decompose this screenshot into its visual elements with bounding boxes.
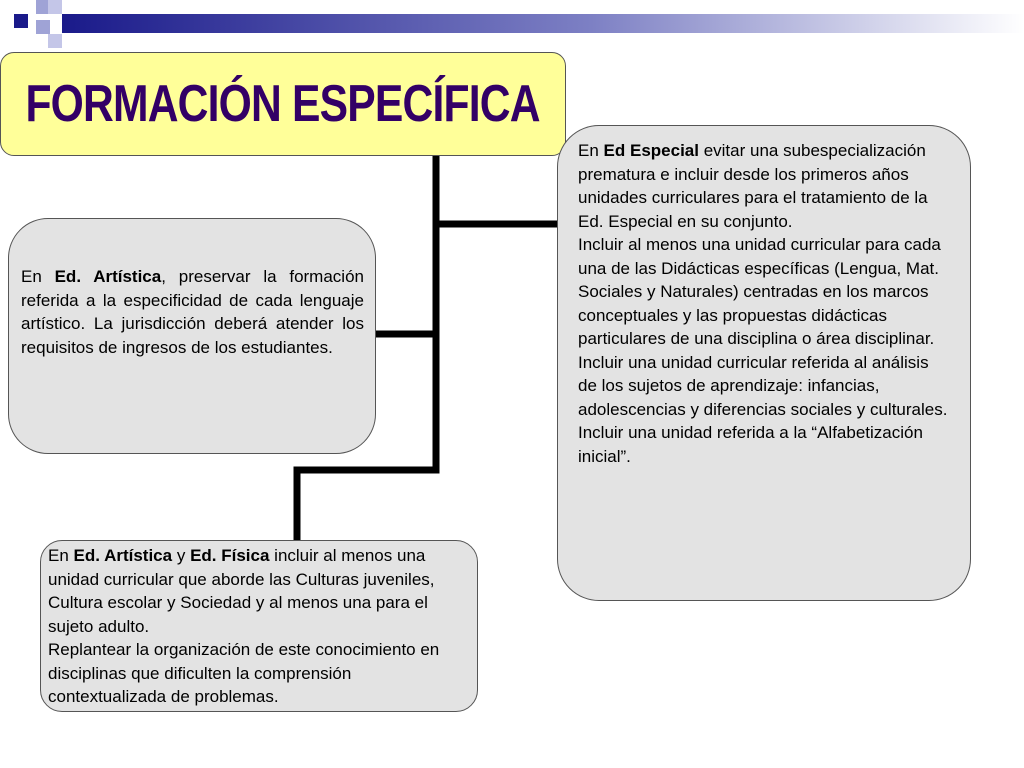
box-ed-artistica-fisica — [40, 540, 478, 712]
diagram-title: FORMACIÓN ESPECÍFICA — [25, 75, 541, 133]
right-box-paragraph-4: Incluir una unidad referida a la “Alfabetización inicial”. — [578, 423, 923, 466]
right-box-paragraph-1: En Ed Especial evitar una subespecialización prematura e incluir desde los primeros años unidades curriculares para el tratamiento de la Ed. Especial en su conjunto. — [578, 141, 928, 231]
right-box-paragraph-2: Incluir al menos una unidad curricular para cada una de las Didácticas específicas (Lengua, Mat. Sociales y Naturales) centradas en los marcos conceptuales y las propuestas didácticas particulares de una disciplina o área disciplinar. — [578, 235, 941, 348]
box-ed-especial — [557, 125, 971, 601]
bottom-box-paragraph-1: En Ed. Artística y Ed. Física incluir al menos una unidad curricular que aborde las Culturas juveniles, Cultura escolar y Sociedad y al menos una para el sujeto adulto. — [48, 546, 435, 636]
left-box-text: En Ed. Artística, preservar la formación referida a la especificidad de cada lenguaje artístico. La jurisdicción deberá atender los requisitos de ingresos de los estudiantes. — [21, 267, 364, 357]
box-ed-artistica — [8, 218, 376, 454]
bottom-box-paragraph-2: Replantear la organización de este conocimiento en disciplinas que dificulten la comprensión contextualizada de problemas. — [48, 640, 440, 706]
right-box-paragraph-3: Incluir una unidad curricular referida al análisis de los sujetos de aprendizaje: infancias, adolescencias y diferencias sociales y culturales. — [578, 352, 948, 419]
title-box — [0, 52, 566, 156]
